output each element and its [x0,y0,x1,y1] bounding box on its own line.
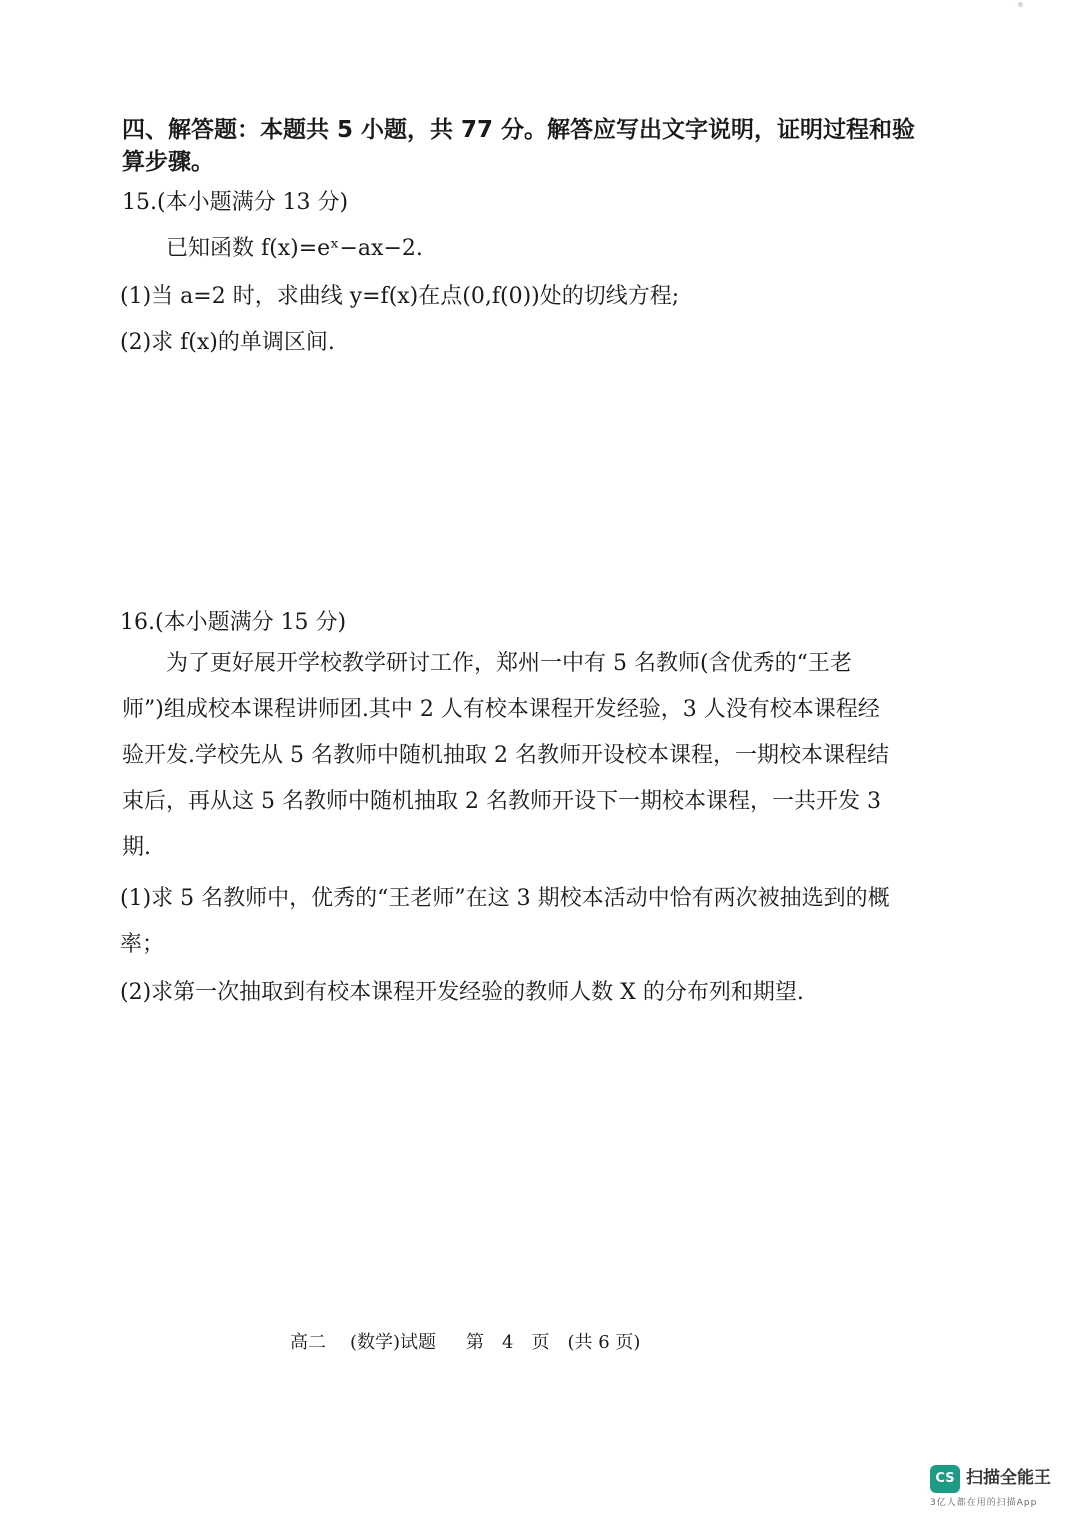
footer-grade: 高二 [290,1332,326,1353]
camscanner-logo-icon: CS [930,1465,960,1493]
q16-part2: (2)求第一次抽取到有校本课程开发经验的教师人数 X 的分布列和期望. [120,980,804,1005]
q15-part2: (2)求 f(x)的单调区间. [120,330,335,355]
footer-subject: (数学)试题 [350,1332,437,1353]
q16-part1: (1)求 5 名教师中，优秀的“王老师”在这 3 期校本活动中恰有两次被抽选到的概率； [120,886,890,957]
q15-part1: (1)当 a=2 时，求曲线 y=f(x)在点(0,f(0))处的切线方程; [120,284,680,309]
footer-page: 第 4 页 (共 6 页) [466,1332,641,1353]
q15-header: 15.(本小题满分 13 分) [122,190,349,215]
q16-header: 16.(本小题满分 15 分) [120,610,347,635]
watermark-tagline: 3亿人都在用的扫描App [930,1498,1038,1508]
watermark-name: 扫描全能王 [966,1468,1051,1488]
q15-given: 已知函数 f(x)=eˣ−ax−2. [166,236,423,261]
q16-body: 为了更好展开学校教学研讨工作，郑州一中有 5 名教师(含优秀的“王老师”)组成校本课程讲师团.其中 2 人有校本课程开发经验，3 人没有校本课程经验开发.学校先从 5 名教师中随机抽取 2 名教师开设校本课程，一期校本课程结束后，再从这 5 名教师中随机抽取 2 名教师开设下一期校本课程，一共开发 3 期. [122,651,889,860]
section-heading: 四、解答题：本题共 5 小题，共 77 分。解答应写出文字说明，证明过程和验算步骤。 [122,117,916,175]
scan-speck [1018,2,1023,7]
